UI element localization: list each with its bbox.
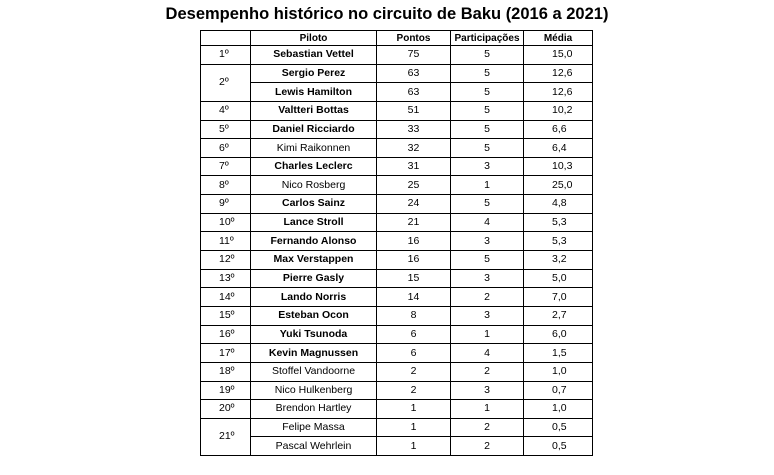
table-row	[201, 101, 593, 120]
driver-name-cell: Charles Leclerc	[251, 157, 377, 176]
participations-cell: 5	[451, 195, 524, 214]
participations-cell: 1	[451, 176, 524, 195]
average-cell: 3,2	[524, 251, 593, 270]
table-row	[201, 139, 593, 158]
average-cell: 2,7	[524, 306, 593, 325]
participations-cell: 5	[451, 46, 524, 65]
average-cell: 0,5	[524, 437, 593, 456]
table-row	[201, 288, 593, 307]
table-row	[201, 176, 593, 195]
table-row	[201, 381, 593, 400]
table-row	[201, 64, 593, 83]
rank-cell: 15º	[201, 306, 251, 325]
points-cell: 2	[377, 381, 451, 400]
table-row	[201, 344, 593, 363]
average-cell: 1,0	[524, 362, 593, 381]
driver-name-cell: Sebastian Vettel	[251, 46, 377, 65]
average-cell: 15,0	[524, 46, 593, 65]
points-cell: 25	[377, 176, 451, 195]
rank-cell: 2º	[201, 64, 251, 101]
rank-cell: 20º	[201, 400, 251, 419]
rank-cell: 10º	[201, 213, 251, 232]
average-cell: 5,3	[524, 232, 593, 251]
header-media: Média	[524, 31, 593, 46]
average-cell: 4,8	[524, 195, 593, 214]
header-pontos: Pontos	[377, 31, 451, 46]
header-rank	[201, 31, 251, 46]
average-cell: 0,5	[524, 418, 593, 437]
driver-name-cell: Kimi Raikonnen	[251, 139, 377, 158]
driver-name-cell: Pascal Wehrlein	[251, 437, 377, 456]
points-cell: 1	[377, 418, 451, 437]
participations-cell: 2	[451, 437, 524, 456]
table-row	[201, 325, 593, 344]
table-header-row	[201, 31, 593, 46]
average-cell: 5,0	[524, 269, 593, 288]
table-body	[201, 46, 593, 456]
points-cell: 1	[377, 400, 451, 419]
participations-cell: 3	[451, 306, 524, 325]
driver-name-cell: Fernando Alonso	[251, 232, 377, 251]
participations-cell: 5	[451, 251, 524, 270]
table-row	[201, 418, 593, 437]
points-cell: 63	[377, 64, 451, 83]
driver-name-cell: Brendon Hartley	[251, 400, 377, 419]
driver-name-cell: Esteban Ocon	[251, 306, 377, 325]
participations-cell: 3	[451, 157, 524, 176]
average-cell: 0,7	[524, 381, 593, 400]
rank-cell: 5º	[201, 120, 251, 139]
table-row	[201, 437, 593, 456]
average-cell: 5,3	[524, 213, 593, 232]
driver-name-cell: Nico Rosberg	[251, 176, 377, 195]
points-cell: 2	[377, 362, 451, 381]
driver-name-cell: Lance Stroll	[251, 213, 377, 232]
participations-cell: 5	[451, 120, 524, 139]
average-cell: 1,5	[524, 344, 593, 363]
table-row	[201, 400, 593, 419]
driver-name-cell: Felipe Massa	[251, 418, 377, 437]
rank-cell: 19º	[201, 381, 251, 400]
driver-name-cell: Pierre Gasly	[251, 269, 377, 288]
table-row	[201, 251, 593, 270]
driver-name-cell: Max Verstappen	[251, 251, 377, 270]
points-cell: 6	[377, 344, 451, 363]
participations-cell: 4	[451, 344, 524, 363]
table-row	[201, 362, 593, 381]
driver-name-cell: Daniel Ricciardo	[251, 120, 377, 139]
standings-table	[200, 30, 593, 456]
points-cell: 32	[377, 139, 451, 158]
driver-name-cell: Carlos Sainz	[251, 195, 377, 214]
table-row	[201, 83, 593, 102]
driver-name-cell: Kevin Magnussen	[251, 344, 377, 363]
average-cell: 6,0	[524, 325, 593, 344]
points-cell: 33	[377, 120, 451, 139]
driver-name-cell: Stoffel Vandoorne	[251, 362, 377, 381]
rank-cell: 1º	[201, 46, 251, 65]
points-cell: 14	[377, 288, 451, 307]
rank-cell: 11º	[201, 232, 251, 251]
participations-cell: 5	[451, 83, 524, 102]
rank-cell: 9º	[201, 195, 251, 214]
participations-cell: 4	[451, 213, 524, 232]
points-cell: 31	[377, 157, 451, 176]
average-cell: 7,0	[524, 288, 593, 307]
points-cell: 1	[377, 437, 451, 456]
points-cell: 24	[377, 195, 451, 214]
table-row	[201, 157, 593, 176]
table-row	[201, 120, 593, 139]
driver-name-cell: Nico Hulkenberg	[251, 381, 377, 400]
participations-cell: 1	[451, 400, 524, 419]
rank-cell: 17º	[201, 344, 251, 363]
rank-cell: 18º	[201, 362, 251, 381]
page-title: Desempenho histórico no circuito de Baku (2016 a 2021)	[165, 5, 609, 23]
points-cell: 16	[377, 251, 451, 270]
rank-cell: 8º	[201, 176, 251, 195]
rank-cell: 4º	[201, 101, 251, 120]
points-cell: 63	[377, 83, 451, 102]
participations-cell: 2	[451, 362, 524, 381]
rank-cell: 16º	[201, 325, 251, 344]
average-cell: 10,3	[524, 157, 593, 176]
participations-cell: 1	[451, 325, 524, 344]
table-row	[201, 232, 593, 251]
points-cell: 8	[377, 306, 451, 325]
points-cell: 21	[377, 213, 451, 232]
participations-cell: 5	[451, 101, 524, 120]
points-cell: 75	[377, 46, 451, 65]
participations-cell: 3	[451, 269, 524, 288]
rank-cell: 21º	[201, 418, 251, 455]
average-cell: 6,4	[524, 139, 593, 158]
table-row	[201, 213, 593, 232]
driver-name-cell: Lewis Hamilton	[251, 83, 377, 102]
participations-cell: 2	[451, 418, 524, 437]
points-cell: 51	[377, 101, 451, 120]
header-piloto: Piloto	[251, 31, 377, 46]
points-cell: 16	[377, 232, 451, 251]
rank-cell: 14º	[201, 288, 251, 307]
rank-cell: 7º	[201, 157, 251, 176]
participations-cell: 2	[451, 288, 524, 307]
table-row	[201, 306, 593, 325]
table-row	[201, 195, 593, 214]
average-cell: 1,0	[524, 400, 593, 419]
participations-cell: 5	[451, 139, 524, 158]
participations-cell: 5	[451, 64, 524, 83]
average-cell: 12,6	[524, 83, 593, 102]
driver-name-cell: Yuki Tsunoda	[251, 325, 377, 344]
rank-cell: 6º	[201, 139, 251, 158]
average-cell: 12,6	[524, 64, 593, 83]
average-cell: 10,2	[524, 101, 593, 120]
driver-name-cell: Sergio Perez	[251, 64, 377, 83]
table-row	[201, 46, 593, 65]
rank-cell: 13º	[201, 269, 251, 288]
average-cell: 6,6	[524, 120, 593, 139]
participations-cell: 3	[451, 232, 524, 251]
rank-cell: 12º	[201, 251, 251, 270]
points-cell: 6	[377, 325, 451, 344]
participations-cell: 3	[451, 381, 524, 400]
average-cell: 25,0	[524, 176, 593, 195]
driver-name-cell: Lando Norris	[251, 288, 377, 307]
header-participacoes: Participações	[451, 31, 524, 46]
driver-name-cell: Valtteri Bottas	[251, 101, 377, 120]
points-cell: 15	[377, 269, 451, 288]
table-row	[201, 269, 593, 288]
